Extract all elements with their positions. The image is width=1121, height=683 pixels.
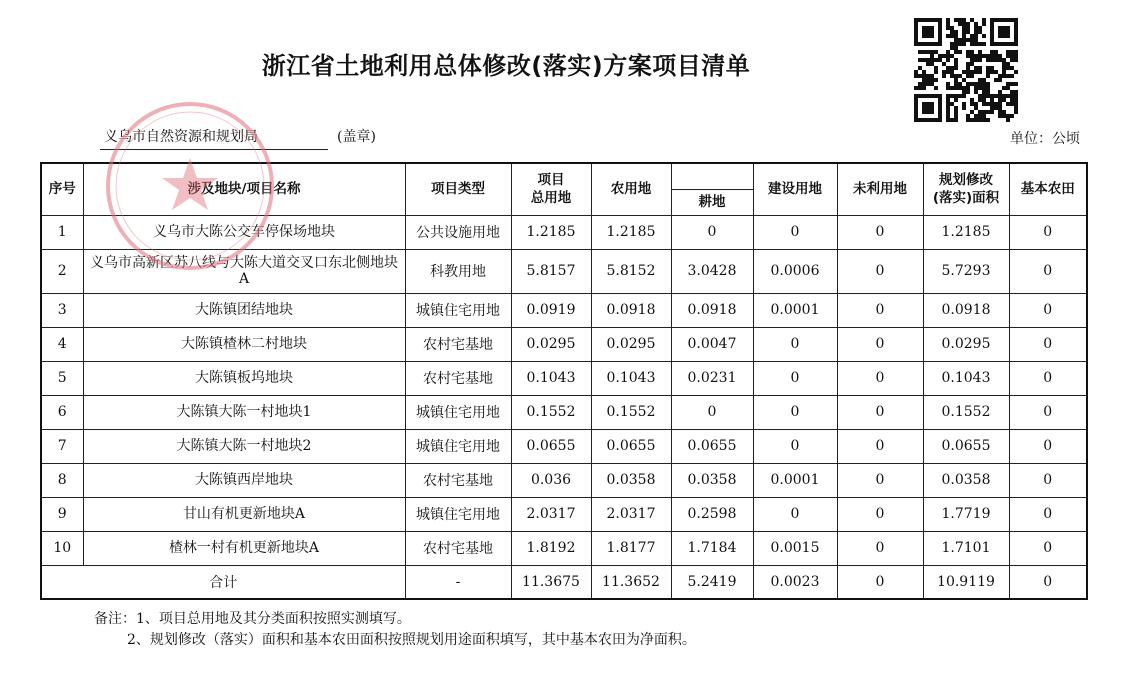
cell-farm: 0.0918 — [591, 293, 671, 327]
cell-type: 农村宅基地 — [405, 361, 511, 395]
cell-arable: 0.0918 — [671, 293, 753, 327]
cell-farm: 1.8177 — [591, 531, 671, 565]
cell-basic: 0 — [1009, 249, 1087, 293]
table-row — [41, 395, 1087, 429]
cell-construction: 0 — [753, 361, 837, 395]
cell-farm: 0.0655 — [591, 429, 671, 463]
header-arable: 耕地 — [671, 189, 753, 215]
cell-total-total: 11.3675 — [511, 565, 591, 599]
cell-name: 大陈镇楂林二村地块 — [83, 327, 405, 361]
cell-farm: 0.1043 — [591, 361, 671, 395]
cell-farm: 0.1552 — [591, 395, 671, 429]
cell-construction: 0.0006 — [753, 249, 837, 293]
signature-underline — [100, 149, 328, 150]
cell-total: 0.036 — [511, 463, 591, 497]
cell-arable: 0 — [671, 215, 753, 249]
cell-construction: 0.0015 — [753, 531, 837, 565]
header-farm: 农用地 — [591, 163, 671, 215]
cell-total-basic: 0 — [1009, 565, 1087, 599]
cell-basic: 0 — [1009, 293, 1087, 327]
table-row — [41, 497, 1087, 531]
header-total — [511, 163, 591, 215]
cell-arable: 0.0358 — [671, 463, 753, 497]
cell-total: 0.0655 — [511, 429, 591, 463]
cell-construction: 0 — [753, 497, 837, 531]
cell-unused: 0 — [837, 327, 923, 361]
cell-total: 0.1552 — [511, 395, 591, 429]
cell-arable: 0 — [671, 395, 753, 429]
header-planned-line1: 规划修改 — [939, 172, 993, 189]
cell-planned: 0.1043 — [923, 361, 1009, 395]
cell-farm: 2.0317 — [591, 497, 671, 531]
cell-unused: 0 — [837, 429, 923, 463]
header-name: 涉及地块/项目名称 — [83, 163, 405, 215]
cell-type: 城镇住宅用地 — [405, 293, 511, 327]
cell-construction: 0 — [753, 395, 837, 429]
cell-planned: 1.7101 — [923, 531, 1009, 565]
cell-type: 农村宅基地 — [405, 531, 511, 565]
cell-unused: 0 — [837, 395, 923, 429]
seal-label: (盖章) — [337, 129, 376, 145]
cell-total: 0.1043 — [511, 361, 591, 395]
cell-total-arable: 5.2419 — [671, 565, 753, 599]
cell-seq: 2 — [41, 249, 83, 293]
remark-line-1: 备注：1、项目总用地及其分类面积按照实测填写。 — [94, 611, 411, 627]
cell-arable: 1.7184 — [671, 531, 753, 565]
cell-seq: 4 — [41, 327, 83, 361]
total-row — [41, 565, 1087, 599]
cell-seq: 10 — [41, 531, 83, 565]
cell-type: 城镇住宅用地 — [405, 395, 511, 429]
cell-total-unused: 0 — [837, 565, 923, 599]
header-total-line2: 总用地 — [530, 190, 572, 207]
cell-planned: 5.7293 — [923, 249, 1009, 293]
header-planned — [923, 163, 1009, 215]
cell-construction: 0 — [753, 327, 837, 361]
cell-planned: 1.2185 — [923, 215, 1009, 249]
qr-code — [914, 18, 1018, 122]
cell-construction: 0 — [753, 215, 837, 249]
cell-planned: 0.0358 — [923, 463, 1009, 497]
cell-basic: 0 — [1009, 215, 1087, 249]
document-title: 浙江省土地利用总体修改(落实)方案项目清单 — [261, 52, 751, 80]
cell-seq: 6 — [41, 395, 83, 429]
header-seq: 序号 — [41, 163, 83, 215]
cell-seq: 1 — [41, 215, 83, 249]
cell-total: 0.0295 — [511, 327, 591, 361]
cell-total-construction: 0.0023 — [753, 565, 837, 599]
cell-total: 5.8157 — [511, 249, 591, 293]
cell-unused: 0 — [837, 531, 923, 565]
table-row — [41, 327, 1087, 361]
cell-arable: 0.0047 — [671, 327, 753, 361]
cell-seq: 5 — [41, 361, 83, 395]
cell-total: 0.0919 — [511, 293, 591, 327]
cell-total-farm: 11.3652 — [591, 565, 671, 599]
cell-type: 城镇住宅用地 — [405, 497, 511, 531]
header-construction: 建设用地 — [753, 163, 837, 215]
cell-unused: 0 — [837, 249, 923, 293]
remarks — [94, 609, 696, 651]
cell-basic: 0 — [1009, 429, 1087, 463]
cell-basic: 0 — [1009, 327, 1087, 361]
cell-farm: 0.0358 — [591, 463, 671, 497]
unit-label: 单位：公顷 — [1010, 131, 1080, 147]
header-total-line1: 项目 — [537, 172, 565, 189]
cell-unused: 0 — [837, 293, 923, 327]
cell-total: 2.0317 — [511, 497, 591, 531]
cell-name: 大陈镇板坞地块 — [83, 361, 405, 395]
cell-type: 城镇住宅用地 — [405, 429, 511, 463]
cell-seq: 9 — [41, 497, 83, 531]
remark-line-2: 2、规划修改（落实）面积和基本农田面积按照规划用途面积填写，其中基本农田为净面积。 — [127, 632, 696, 648]
cell-construction: 0 — [753, 429, 837, 463]
cell-arable: 3.0428 — [671, 249, 753, 293]
cell-name: 大陈镇大陈一村地块2 — [83, 429, 405, 463]
cell-name: 义乌市高新区苏八线与大陈大道交叉口东北侧地块A — [83, 249, 405, 293]
cell-name: 大陈镇大陈一村地块1 — [83, 395, 405, 429]
table-row — [41, 531, 1087, 565]
cell-type: 科教用地 — [405, 249, 511, 293]
cell-unused: 0 — [837, 497, 923, 531]
cell-unused: 0 — [837, 361, 923, 395]
cell-total: 1.8192 — [511, 531, 591, 565]
cell-total-label: 合计 — [41, 565, 405, 599]
cell-seq: 7 — [41, 429, 83, 463]
cell-name: 甘山有机更新地块A — [83, 497, 405, 531]
cell-construction: 0.0001 — [753, 463, 837, 497]
cell-planned: 0.0655 — [923, 429, 1009, 463]
cell-planned: 0.0295 — [923, 327, 1009, 361]
cell-arable: 0.2598 — [671, 497, 753, 531]
table-row — [41, 429, 1087, 463]
cell-name: 义乌市大陈公交车停保场地块 — [83, 215, 405, 249]
cell-farm: 0.0295 — [591, 327, 671, 361]
cell-name: 大陈镇西岸地块 — [83, 463, 405, 497]
cell-unused: 0 — [837, 463, 923, 497]
cell-arable: 0.0655 — [671, 429, 753, 463]
cell-type: 农村宅基地 — [405, 463, 511, 497]
table-row — [41, 463, 1087, 497]
issuing-organization: 义乌市自然资源和规划局 — [104, 129, 258, 145]
cell-basic: 0 — [1009, 463, 1087, 497]
cell-farm: 5.8152 — [591, 249, 671, 293]
header-type: 项目类型 — [405, 163, 511, 215]
cell-type: 公共设施用地 — [405, 215, 511, 249]
header-basic: 基本农田 — [1009, 163, 1087, 215]
cell-farm: 1.2185 — [591, 215, 671, 249]
cell-total-planned: 10.9119 — [923, 565, 1009, 599]
cell-basic: 0 — [1009, 395, 1087, 429]
table-row — [41, 215, 1087, 249]
header-planned-line2: (落实)面积 — [932, 190, 1000, 207]
header-unused: 未利用地 — [837, 163, 923, 215]
table-row — [41, 361, 1087, 395]
cell-arable: 0.0231 — [671, 361, 753, 395]
cell-basic: 0 — [1009, 531, 1087, 565]
cell-construction: 0.0001 — [753, 293, 837, 327]
cell-unused: 0 — [837, 215, 923, 249]
cell-name: 大陈镇团结地块 — [83, 293, 405, 327]
cell-seq: 8 — [41, 463, 83, 497]
cell-basic: 0 — [1009, 361, 1087, 395]
cell-type: 农村宅基地 — [405, 327, 511, 361]
cell-seq: 3 — [41, 293, 83, 327]
table-row — [41, 293, 1087, 327]
cell-basic: 0 — [1009, 497, 1087, 531]
cell-planned: 1.7719 — [923, 497, 1009, 531]
cell-name: 楂林一村有机更新地块A — [83, 531, 405, 565]
cell-planned: 0.1552 — [923, 395, 1009, 429]
cell-total-type: - — [405, 565, 511, 599]
cell-planned: 0.0918 — [923, 293, 1009, 327]
table-row — [41, 249, 1087, 293]
project-list-table — [40, 162, 1088, 600]
cell-total: 1.2185 — [511, 215, 591, 249]
